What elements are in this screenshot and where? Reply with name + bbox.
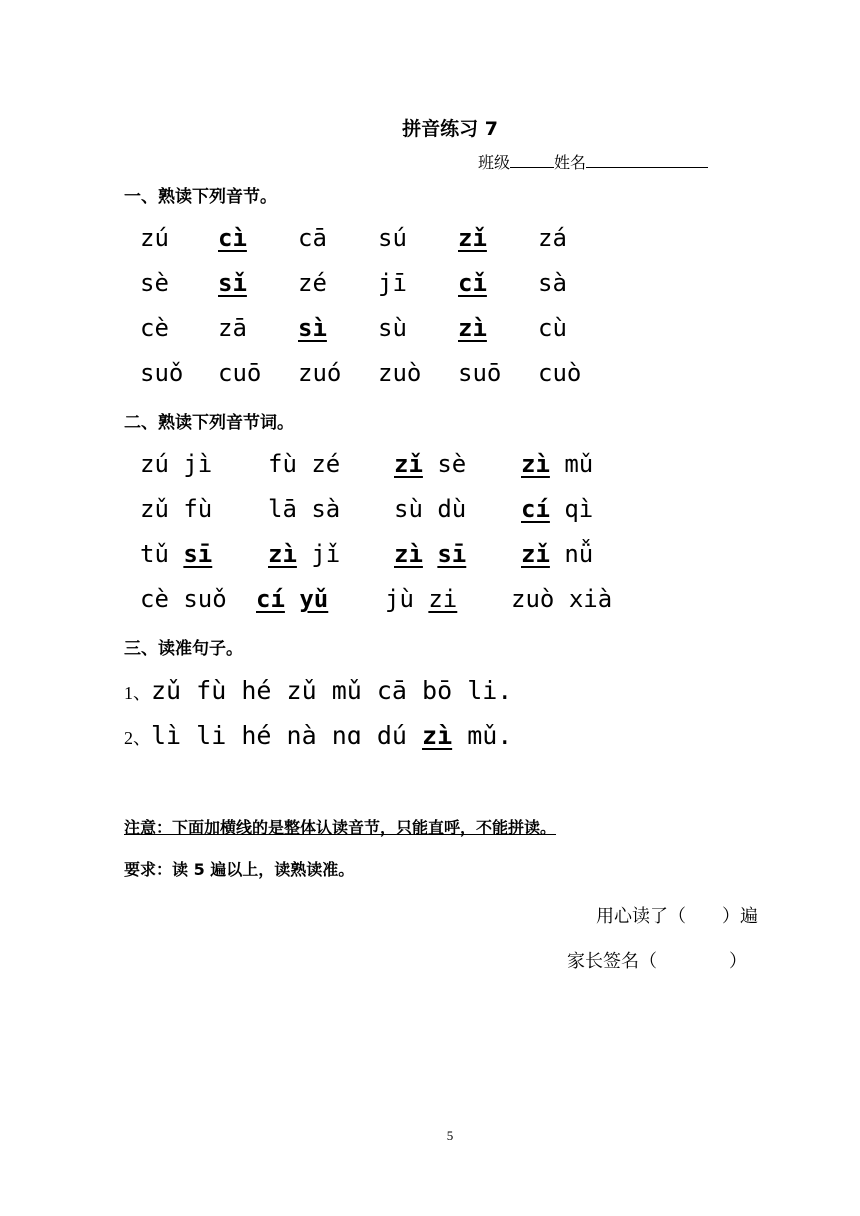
- page-number: 5: [446, 1128, 454, 1143]
- whole-syllable: zì: [458, 314, 487, 342]
- whole-syllable: zì: [394, 540, 423, 568]
- pinyin-word: [521, 450, 593, 478]
- syllable: fù: [196, 676, 227, 705]
- syllable: zé: [311, 450, 341, 478]
- syllable: zǔ: [151, 676, 182, 705]
- syllable: nǚ: [564, 540, 594, 568]
- pinyin-word: [140, 495, 212, 523]
- syllable: fù: [183, 495, 213, 523]
- syllable: jǐ: [311, 540, 341, 568]
- syllable: lì: [151, 721, 182, 750]
- syllable: jī: [378, 269, 407, 297]
- whole-syllable: sì: [298, 314, 327, 342]
- syllable: sù: [394, 495, 423, 523]
- pinyin-word: [268, 495, 340, 523]
- whole-syllable: cí: [521, 495, 550, 523]
- sentence: [124, 676, 512, 705]
- syllable: cuò: [538, 359, 582, 387]
- section3-heading: 三、读准句子。: [124, 639, 243, 659]
- syllable: tǔ: [140, 540, 169, 568]
- syllable: sú: [378, 224, 407, 252]
- syllable: zú: [140, 450, 169, 478]
- pinyin-word: [256, 585, 328, 613]
- whole-syllable: zǐ: [521, 540, 550, 568]
- whole-syllable: cí: [256, 585, 285, 613]
- sentence-number: 1、: [124, 683, 151, 703]
- syllable: xià: [568, 585, 613, 613]
- syllable: mǔ.: [467, 721, 513, 750]
- syllable: hé: [241, 676, 272, 705]
- syllable: zuò: [378, 359, 422, 387]
- syllable: mǔ: [564, 450, 594, 478]
- syllable: sè: [437, 450, 467, 478]
- syllable: fù: [268, 450, 297, 478]
- syllable: bō: [422, 676, 453, 705]
- class-label: 班级: [478, 153, 511, 172]
- syllable: zǔ: [140, 495, 169, 523]
- syllable: mǔ: [331, 676, 362, 705]
- syllable: li: [196, 721, 227, 750]
- syllable: sè: [140, 269, 169, 297]
- whole-syllable: zì: [521, 450, 550, 478]
- pinyin-word: [385, 585, 457, 613]
- requirement-text: 要求：读 5 遍以上，读熟读准。: [124, 860, 355, 879]
- pinyin-word: [521, 540, 593, 568]
- whole-syllable: sǐ: [218, 269, 247, 297]
- syllable: zǔ: [286, 676, 317, 705]
- pinyin-word: [140, 585, 227, 613]
- whole-syllable: zǐ: [458, 224, 487, 252]
- syllable: qì: [564, 495, 594, 523]
- syllable: cuō: [218, 359, 262, 387]
- syllable: sà: [311, 495, 341, 523]
- pinyin-word: [268, 450, 340, 478]
- syllable: lā: [268, 495, 297, 523]
- section2-heading: 二、熟读下列音节词。: [124, 413, 294, 433]
- syllable: sù: [378, 314, 407, 342]
- syllable: nɑ: [331, 721, 362, 750]
- syllable: hé: [241, 721, 272, 750]
- whole-syllable: sī: [183, 540, 213, 568]
- syllable: zuò: [511, 585, 555, 613]
- syllable: jì: [183, 450, 213, 478]
- whole-syllable: zi: [428, 585, 458, 613]
- sentence: [124, 721, 512, 750]
- syllable: sà: [538, 269, 567, 297]
- pinyin-word: [394, 450, 466, 478]
- syllable: suǒ: [183, 585, 227, 613]
- pinyin-word: [394, 540, 466, 568]
- note-text: 注意：下面加横线的是整体认读音节，只能直呼，不能拼读。: [124, 818, 557, 837]
- class-name-line: [478, 150, 708, 173]
- sentence-number: 2、: [124, 728, 151, 748]
- pinyin-word: [394, 495, 466, 523]
- syllable: nà: [286, 721, 317, 750]
- syllable: cā: [376, 676, 407, 705]
- syllable: zá: [538, 224, 567, 252]
- syllable: dù: [437, 495, 467, 523]
- syllable: suō: [458, 359, 502, 387]
- pinyin-word: [521, 495, 593, 523]
- syllable: cè: [140, 585, 169, 613]
- syllable: zuó: [298, 359, 342, 387]
- syllable: jù: [385, 585, 414, 613]
- parent-sign-field: 家长签名（ ）: [567, 951, 747, 972]
- whole-syllable: cǐ: [458, 269, 487, 297]
- syllable: zā: [218, 314, 247, 342]
- class-blank[interactable]: [510, 151, 554, 168]
- name-blank[interactable]: [586, 151, 708, 168]
- whole-syllable: zǐ: [394, 450, 423, 478]
- whole-syllable: cì: [218, 224, 247, 252]
- syllable: li.: [467, 676, 513, 705]
- syllable: zé: [298, 269, 327, 297]
- syllable: zú: [140, 224, 169, 252]
- pinyin-word: [140, 540, 212, 568]
- section1-heading: 一、熟读下列音节。: [124, 187, 277, 207]
- whole-syllable: yǔ: [299, 585, 329, 613]
- pinyin-word: [268, 540, 340, 568]
- whole-syllable: sī: [437, 540, 467, 568]
- syllable: cā: [298, 224, 327, 252]
- syllable: dú: [376, 721, 407, 750]
- syllable: suǒ: [140, 359, 184, 387]
- pinyin-word: [140, 450, 212, 478]
- syllable: cù: [538, 314, 567, 342]
- page-title: 拼音练习 7: [402, 118, 498, 140]
- name-label: 姓名: [554, 153, 587, 172]
- pinyin-word: [511, 585, 612, 613]
- syllable: cè: [140, 314, 169, 342]
- whole-syllable: zì: [268, 540, 297, 568]
- read-times-field: 用心读了（ ）遍: [596, 906, 758, 927]
- whole-syllable: zì: [422, 721, 453, 750]
